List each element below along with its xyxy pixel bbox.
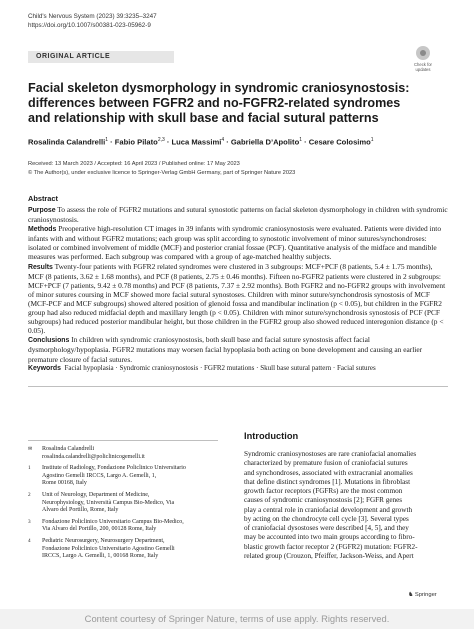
author-affiliation-mark: 1 <box>105 137 109 143</box>
keywords <box>28 364 448 372</box>
intro-line: that define distinct syndromes [1]. Mutations in fibroblast <box>244 477 411 486</box>
title-line: and relationship with skull base and facial sutural patterns <box>28 111 379 125</box>
abstract-methods <box>28 224 448 261</box>
affiliation-line: Fondazione Policlinico Universitario Agostino Gemelli <box>42 545 175 552</box>
affiliation-line: Via Alvaro del Portillo, 200, 00128 Rome, Italy <box>42 526 157 533</box>
methods-text: Preoperative high-resolution CT images in 39 infants with syndromic craniosynostosis were evaluated. Patients were divided into infants with and without FGFR2 mutations; each group was split according to synostotic involvement of minor sutures/synchondroses: isolated or combined involvement of middle (MCF) and posterior cranial fossae (PCF). Quantitative analysis of the midface and mandible measures was performed. Each subgroup was compared with a group of age-matched healthy subjects. <box>28 224 442 262</box>
affiliation-line: Agostino Gemelli IRCCS, Largo A. Gemelli, 1, <box>42 472 157 479</box>
results-text: Twenty-four patients with FGFR2 related syndromes were clustered in 3 subgroups: MCF+PCF (8 patients, 5.4 ± 1.75 months), MCF (8 patients, 3.62 ± 1.68 months), and PCF (8 patients, 2.75 ± 0.46 months). Fifteen no-FGFR2 patients were clustered in 2 subgroups: MCF+PCF (7 patients, 9.42 ± 0.78 months) and PCF (8 patients, 7.37 ± 2.92 months). Both FGFR2 and no-FGFR2 groups with involvement of minor sutures coursing in MCF showed more facial sutural synostoses. Children with minor suture/synchondrosis synostosis of MCF (MCF-PCF and MCF subgroups) showed altered position of glenoid fossa and mandibular inclination (p < 0.05), but children in the FGFR2 group had also reduced midfacial depth and maxillary length (p < 0.05). Children with minor suture/synchondrosis synostosis of PCF (PCF subgroups) had reduced posterior mandibular height, but those children in the FGFR2 group also showed reduced interegonion distance (p < 0.05). <box>28 261 446 336</box>
author-separator: · <box>302 137 309 147</box>
article-title <box>28 81 448 126</box>
author-name[interactable]: Luca Massimi <box>171 137 222 147</box>
corresponding-author <box>28 446 218 461</box>
affiliation-line: Rome 00168, Italy <box>42 480 87 487</box>
title-line: Facial skeleton dysmorphology in syndromic craniosynostosis: <box>28 81 410 95</box>
author-name[interactable]: Cesare Colosimo <box>308 137 371 147</box>
conclusions-label: Conclusions <box>28 337 70 345</box>
intro-line: play a central role in craniofacial development and growth <box>244 505 413 514</box>
affiliation-item <box>28 519 218 534</box>
methods-label: Methods <box>28 226 57 234</box>
author-separator: · <box>224 137 231 147</box>
introduction-body <box>244 450 449 561</box>
envelope-icon: ✉ <box>28 446 33 452</box>
abstract-body <box>28 205 448 364</box>
author-affiliation-mark: 1 <box>299 137 302 143</box>
intro-line: and synchondroses, associated with extracranial anomalies <box>244 468 413 477</box>
affiliation-line: Pediatric Neurosurgery, Neurosurgery Department, <box>42 537 165 544</box>
check-for-updates-button[interactable] <box>408 46 438 72</box>
journal-citation: Child's Nervous System (2023) 39:3235–3247 <box>28 13 157 20</box>
abstract-purpose <box>28 205 448 224</box>
intro-line: characterized by premature fusion of craniofacial sutures <box>244 459 408 468</box>
purpose-label: Purpose <box>28 207 56 214</box>
intro-line: of craniofacial dysostoses were described [4, 5], and they <box>244 524 409 532</box>
author-name[interactable]: Rosalinda Calandrelli <box>28 137 106 147</box>
affiliation-number: 2 <box>28 491 31 498</box>
doi-link[interactable]: https://doi.org/10.1007/s00381-023-05962-9 <box>28 21 151 29</box>
springer-horse-icon: ♞ <box>408 592 414 598</box>
keywords-label: Keywords <box>28 365 61 372</box>
intro-line: growth factor receptors (FGFRs) are the most common <box>244 487 403 495</box>
publisher-name: Springer <box>414 592 437 598</box>
author-affiliation-mark: 4 <box>221 137 225 143</box>
intro-line: blastic growth factor receptor 2 (FGFR2) mutation: FGFR2- <box>244 542 418 551</box>
author-name[interactable]: Fabio Pilato <box>114 137 158 147</box>
abstract-heading: Abstract <box>28 194 58 203</box>
article-type-label: ORIGINAL ARTICLE <box>28 51 174 63</box>
results-label: Results <box>28 263 53 271</box>
check-updates-line-2: updates <box>415 67 431 72</box>
author-affiliation-mark: 2,3 <box>157 137 165 143</box>
intro-line: by acting on the chondrocyte cell cycle [3]. Several types <box>244 514 409 523</box>
publication-dates <box>28 160 295 177</box>
author-affiliation-mark: 1 <box>370 137 374 143</box>
affiliation-item <box>28 465 218 488</box>
author-separator: · <box>108 137 115 147</box>
title-line: differences between FGFR2 and no-FGFR2-related syndromes <box>28 96 401 110</box>
affiliation-number: 1 <box>28 465 31 472</box>
intro-line: related group (Crouzon, Pfeiffer, Jackson-Weiss, and Apert <box>244 551 414 560</box>
journal-reference <box>28 13 157 30</box>
author-notes <box>28 440 218 565</box>
affiliation-number: 4 <box>28 537 31 544</box>
affiliation-line: Institute of Radiology, Fondazione Policlinico Universitario <box>42 465 186 472</box>
notes-divider <box>28 440 218 441</box>
affiliation-line: Alvaro del Portillo, Rome, Italy <box>42 507 119 514</box>
conclusions-text: In children with syndromic craniosynostosis, both skull base and facial suture synostosis affect facial dysmorphology/hypoplasia. FGFR2 mutations may worsen facial hypoplasia both acting on bone development and causing an earlier premature closure of facial sutures. <box>28 335 423 364</box>
publisher-logo <box>408 592 437 598</box>
corresponding-name: Rosalinda Calandrelli <box>42 446 95 452</box>
corresponding-email[interactable]: rosalinda.calandrelli@policlinicogemelli.it <box>42 453 145 460</box>
abstract-results <box>28 262 448 336</box>
affiliation-line: Fondazione Policlinico Universitario Campus Bio-Medico, <box>42 518 184 525</box>
check-updates-line-1: Check for <box>414 62 432 67</box>
check-updates-icon <box>416 46 430 60</box>
affiliation-item <box>28 492 218 515</box>
affiliation-item <box>28 538 218 561</box>
intro-line: may be accounted into two main groups according to fibro- <box>244 533 415 542</box>
affiliation-number: 3 <box>28 518 31 525</box>
purpose-text: To assess the role of FGFR2 mutations and sutural synostotic patterns on facial skeleton dysmorphology in children with syndromic craniosynostosis. <box>28 205 448 225</box>
affiliation-line: Unit of Neurology, Department of Medicine, <box>42 491 150 498</box>
introduction-heading: Introduction <box>244 431 299 441</box>
affiliation-line: IRCCS, Largo A. Gemelli, 1, 00168 Rome, Italy <box>42 553 159 560</box>
history-dates: Received: 13 March 2023 / Accepted: 16 April 2023 / Published online: 17 May 2023 <box>28 161 240 167</box>
copyright-notice: © The Author(s), under exclusive licence to Springer-Verlag GmbH Germany, part of Springer Nature 2023 <box>28 169 296 176</box>
author-separator: · <box>164 137 172 147</box>
intro-line: Syndromic craniosynostoses are rare craniofacial anomalies <box>244 450 417 458</box>
keywords-text: Facial hypoplasia · Syndromic craniosynostosis · FGFR2 mutations · Skull base sutural pattern · Facial sutures <box>64 364 376 372</box>
section-divider <box>28 386 448 387</box>
footer-notice: Content courtesy of Springer Nature, terms of use apply. Rights reserved. <box>0 609 474 629</box>
intro-line: causes of syndromic craniosynostosis [2]; FGFR genes <box>244 496 403 505</box>
affiliation-line: Neurophysiology, Università Campus Bio-Medico, Via <box>42 499 175 506</box>
author-name[interactable]: Gabriella D’Apolito <box>230 137 300 147</box>
abstract-conclusions <box>28 335 448 363</box>
author-list <box>28 137 448 147</box>
